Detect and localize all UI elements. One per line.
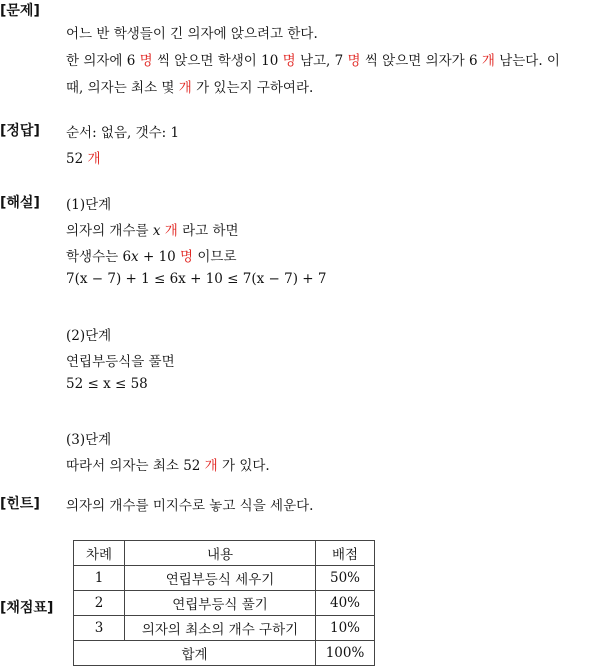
unit-text: 개 <box>87 151 101 167</box>
unit-text: 개 <box>178 80 192 96</box>
hint-text: 의자의 개수를 미지수로 놓고 식을 세운다. <box>66 498 314 514</box>
row-content: 의자의 최소의 개수 구하기 <box>125 616 316 641</box>
problem-line-3 <box>66 76 313 96</box>
table-row <box>74 616 375 641</box>
header-order: 차례 <box>74 541 125 566</box>
text: 가 있는지 구하여라. <box>191 80 314 96</box>
table-row <box>74 566 375 591</box>
row-order: 1 <box>74 566 125 591</box>
unit-text: 개 <box>164 223 178 239</box>
answer-label: [정답] <box>0 123 40 139</box>
unit-text: 명 <box>139 53 153 69</box>
hint-label: [힌트] <box>0 496 40 512</box>
step3-title: (3)단계 <box>66 432 112 448</box>
row-order: 3 <box>74 616 125 641</box>
step2-line-2: 52 ≤ x ≤ 58 <box>66 376 148 392</box>
text: 이므로 <box>193 249 237 265</box>
math-var: x <box>131 249 139 265</box>
answer-line-1: 순서: 없음, 갯수: 1 <box>66 125 180 141</box>
total-value: 100% <box>316 641 375 666</box>
grading-table <box>73 540 375 666</box>
text: 라고 하면 <box>177 223 239 239</box>
text: 52 <box>66 151 88 167</box>
header-content: 내용 <box>125 541 316 566</box>
text: 의자의 개수를 <box>66 223 153 239</box>
unit-text: 개 <box>481 53 495 69</box>
unit-text: 명 <box>180 249 194 265</box>
text: + 10 <box>138 249 181 265</box>
unit-text: 개 <box>204 458 218 474</box>
problem-line-2 <box>66 49 560 69</box>
step1-title: (1)단계 <box>66 197 112 213</box>
step1-line-1 <box>66 219 239 239</box>
step2-line-1: 연립부등식을 풀면 <box>66 354 175 370</box>
text: 씩 앉으면 학생이 10 <box>152 53 283 69</box>
text: 남고, 7 <box>295 53 348 69</box>
total-label: 합계 <box>74 641 316 666</box>
row-content: 연립부등식 풀기 <box>125 591 316 616</box>
text: 한 의자에 6 <box>66 53 140 69</box>
table-header-row <box>74 541 375 566</box>
text: 씩 앉으면 의자가 6 <box>360 53 482 69</box>
table-total-row <box>74 641 375 666</box>
row-points: 40% <box>316 591 375 616</box>
problem-line-1: 어느 반 학생들이 긴 의자에 앉으려고 한다. <box>66 26 318 42</box>
text: 남는다. 이 <box>494 53 560 69</box>
unit-text: 명 <box>347 53 361 69</box>
grading-label: [채점표] <box>0 600 54 616</box>
text: 학생수는 6 <box>66 249 132 265</box>
step3-line-1 <box>66 454 270 474</box>
table-row <box>74 591 375 616</box>
row-content: 연립부등식 세우기 <box>125 566 316 591</box>
header-points: 배점 <box>316 541 375 566</box>
solution-label: [해설] <box>0 195 40 211</box>
text: 따라서 의자는 최소 52 <box>66 458 205 474</box>
math-var: x <box>152 223 161 239</box>
step1-inequality: 7(x − 7) + 1 ≤ 6x + 10 ≤ 7(x − 7) + 7 <box>66 271 327 287</box>
step2-title: (2)단계 <box>66 328 112 344</box>
row-points: 50% <box>316 566 375 591</box>
text: 가 있다. <box>217 458 270 474</box>
problem-label: [문제] <box>0 3 40 19</box>
row-points: 10% <box>316 616 375 641</box>
text: 때, 의자는 최소 몇 <box>66 80 179 96</box>
answer-line-2 <box>66 147 101 167</box>
step1-line-2 <box>66 245 237 265</box>
unit-text: 명 <box>282 53 296 69</box>
row-order: 2 <box>74 591 125 616</box>
